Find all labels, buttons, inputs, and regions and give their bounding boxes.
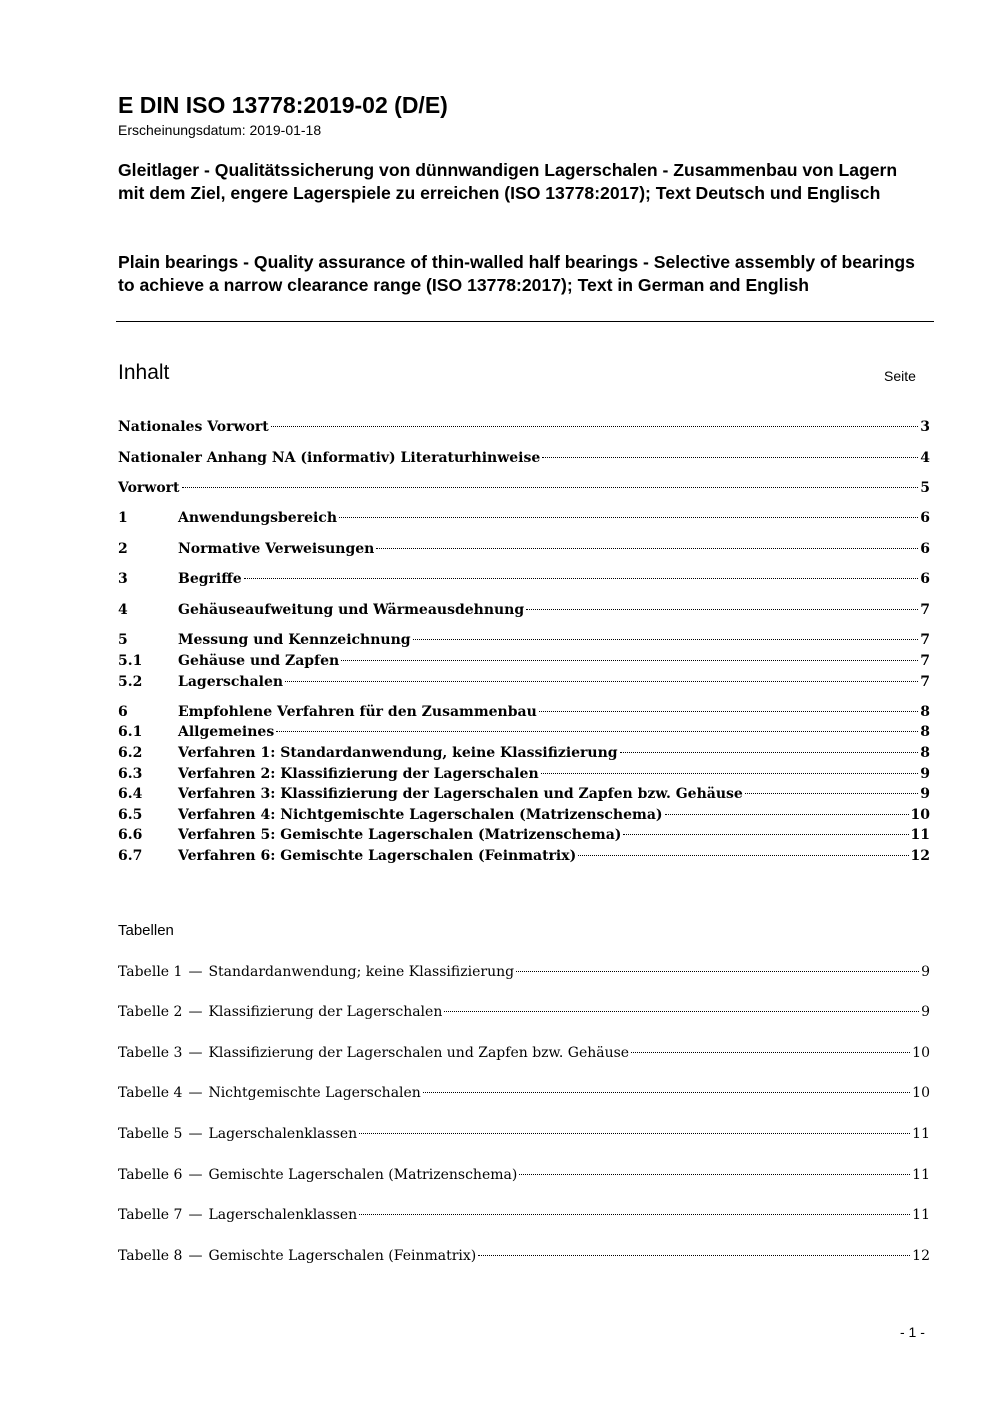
- table-entry-label: Lagerschalenklassen: [208, 1126, 358, 1142]
- table-entry-page: 9: [921, 964, 930, 980]
- dot-leader: [444, 1011, 919, 1012]
- toc-entry[interactable]: [118, 805, 930, 825]
- toc-entry[interactable]: [118, 825, 930, 845]
- page-number: - 1 -: [900, 1324, 925, 1340]
- table-entry-label: Klassifizierung der Lagerschalen: [208, 1004, 443, 1020]
- toc-entry[interactable]: [118, 630, 930, 650]
- dot-leader: [182, 487, 919, 488]
- dot-leader: [665, 814, 909, 815]
- table-entry-page: 9: [921, 1004, 930, 1020]
- table-entry[interactable]: [118, 1124, 930, 1144]
- toc-entry-label: Verfahren 3: Klassifizierung der Lagerschalen und Zapfen bzw. Gehäuse: [178, 786, 743, 802]
- title-german: Gleitlager - Qualitätssicherung von dünnwandigen Lagerschalen - Zusammenbau von Lagern mit dem Ziel, engere Lagerspiele zu erreichen (ISO 13778:2017); Text Deutsch und Englisch: [118, 160, 898, 203]
- toc-entry-number: 5: [118, 632, 128, 648]
- toc-entry-number: 6: [118, 704, 128, 720]
- toc-entry-number: 6.1: [118, 724, 143, 740]
- table-entry-page: 10: [912, 1085, 930, 1101]
- toc-entry-page: 6: [920, 541, 930, 557]
- toc-entry-page: 5: [920, 480, 930, 496]
- dot-leader: [623, 834, 908, 835]
- toc-entry-label: Vorwort: [118, 480, 180, 496]
- toc-entry[interactable]: [118, 508, 930, 528]
- toc-entry-number: 5.1: [118, 653, 143, 669]
- dot-leader: [620, 752, 919, 753]
- table-entry-label: Nichtgemischte Lagerschalen: [208, 1085, 421, 1101]
- table-entry-prefix: Tabelle 7: [118, 1207, 183, 1223]
- toc-entry-label: Normative Verweisungen: [178, 541, 375, 557]
- toc-entry-label: Gehäuse und Zapfen: [178, 653, 340, 669]
- toc-entry-number: 6.5: [118, 807, 143, 823]
- toc-entry[interactable]: [118, 448, 930, 468]
- dot-leader: [359, 1214, 910, 1215]
- toc-entry-number: 6.2: [118, 745, 143, 761]
- dot-leader: [542, 457, 918, 458]
- table-entry-prefix: Tabelle 6: [118, 1167, 183, 1183]
- dot-leader: [526, 609, 918, 610]
- toc-entry-number: 6.6: [118, 827, 143, 843]
- toc-entry-number: 6.3: [118, 766, 143, 782]
- toc-entry-number: 5.2: [118, 674, 143, 690]
- table-entry-page: 11: [912, 1207, 930, 1223]
- table-entry-label: Klassifizierung der Lagerschalen und Zapfen bzw. Gehäuse: [208, 1045, 630, 1061]
- toc-entry[interactable]: [118, 600, 930, 620]
- em-dash: —: [188, 1045, 203, 1061]
- tables-heading: Tabellen: [118, 922, 174, 939]
- toc-entry-page: 11: [910, 827, 930, 843]
- toc-entry-page: 8: [920, 724, 930, 740]
- table-entry-prefix: Tabelle 5: [118, 1126, 183, 1142]
- table-entry-page: 11: [912, 1167, 930, 1183]
- dot-leader: [339, 517, 918, 518]
- toc-entry[interactable]: [118, 702, 930, 722]
- toc-entry-number: 6.7: [118, 848, 143, 864]
- toc-entry[interactable]: [118, 478, 930, 498]
- em-dash: —: [188, 1004, 203, 1020]
- toc-entry-label: Verfahren 2: Klassifizierung der Lagerschalen: [178, 766, 539, 782]
- dot-leader: [539, 711, 918, 712]
- toc-entry-page: 9: [920, 766, 930, 782]
- table-entry-prefix: Tabelle 2: [118, 1004, 183, 1020]
- table-entry-label: Gemischte Lagerschalen (Feinmatrix): [208, 1248, 477, 1264]
- publication-date: Erscheinungsdatum: 2019-01-18: [118, 122, 322, 138]
- dot-leader: [745, 793, 918, 794]
- toc-entry-number: 6.4: [118, 786, 143, 802]
- dot-leader: [271, 426, 919, 427]
- toc-entry-page: 7: [920, 602, 930, 618]
- table-entry-prefix: Tabelle 4: [118, 1085, 183, 1101]
- toc-entry[interactable]: [118, 539, 930, 559]
- em-dash: —: [188, 1167, 203, 1183]
- toc-entry-page: 3: [920, 419, 930, 435]
- dot-leader: [359, 1133, 910, 1134]
- toc-entry-number: 3: [118, 571, 128, 587]
- title-english: Plain bearings - Quality assurance of thin-walled half bearings - Selective assembly of bearings to achieve a narrow clearance range (ISO 13778:2017); Text in German and English: [118, 252, 915, 295]
- toc-entry[interactable]: [118, 743, 930, 763]
- toc-entry-page: 9: [920, 786, 930, 802]
- document-number: E DIN ISO 13778:2019-02 (D/E): [118, 92, 448, 118]
- dot-leader: [376, 548, 918, 549]
- em-dash: —: [188, 1085, 203, 1101]
- toc-entry-page: 8: [920, 704, 930, 720]
- toc-entry-page: 12: [910, 848, 930, 864]
- toc-entry-page: 8: [920, 745, 930, 761]
- table-entry-page: 11: [912, 1126, 930, 1142]
- table-entry[interactable]: [118, 1165, 930, 1185]
- dot-leader: [519, 1174, 910, 1175]
- toc-entry-label: Messung und Kennzeichnung: [178, 632, 411, 648]
- dot-leader: [578, 855, 908, 856]
- table-entry[interactable]: [118, 1205, 930, 1225]
- toc-entry-label: Verfahren 5: Gemischte Lagerschalen (Matrizenschema): [178, 827, 622, 843]
- toc-entry-label: Begriffe: [178, 571, 242, 587]
- toc-entry-number: 1: [118, 510, 128, 526]
- toc-entry-label: Verfahren 4: Nichtgemischte Lagerschalen (Matrizenschema): [178, 807, 663, 823]
- dot-leader: [423, 1092, 910, 1093]
- toc-entry-label: Gehäuseaufweitung und Wärmeausdehnung: [178, 602, 525, 618]
- table-entry[interactable]: [118, 1043, 930, 1063]
- toc-entry-page: 7: [920, 653, 930, 669]
- toc-entry-page: 6: [920, 510, 930, 526]
- toc-entry-page: 10: [910, 807, 930, 823]
- toc-entry-label: Verfahren 1: Standardanwendung, keine Klassifizierung: [178, 745, 618, 761]
- toc-entry-page: 7: [920, 632, 930, 648]
- table-entry-page: 10: [912, 1045, 930, 1061]
- em-dash: —: [188, 1207, 203, 1223]
- table-entry-label: Gemischte Lagerschalen (Matrizenschema): [208, 1167, 518, 1183]
- table-entry[interactable]: [118, 1246, 930, 1266]
- toc-entry-label: Nationales Vorwort: [118, 419, 269, 435]
- dot-leader: [516, 971, 919, 972]
- toc-entry-number: 2: [118, 541, 128, 557]
- toc-entry-label: Anwendungsbereich: [178, 510, 337, 526]
- toc-entry[interactable]: [118, 417, 930, 437]
- toc-entry-label: Empfohlene Verfahren für den Zusammenbau: [178, 704, 537, 720]
- table-entry-prefix: Tabelle 8: [118, 1248, 183, 1264]
- table-entry[interactable]: [118, 1083, 930, 1103]
- toc-entry[interactable]: [118, 764, 930, 784]
- toc-entry-label: Verfahren 6: Gemischte Lagerschalen (Feinmatrix): [178, 848, 577, 864]
- dot-leader: [244, 578, 919, 579]
- dot-leader: [341, 660, 918, 661]
- table-entry-label: Lagerschalenklassen: [208, 1207, 358, 1223]
- toc-entry[interactable]: [118, 846, 930, 866]
- toc-entry[interactable]: [118, 784, 930, 804]
- table-entry-label: Standardanwendung; keine Klassifizierung: [208, 964, 515, 980]
- em-dash: —: [188, 964, 203, 980]
- dot-leader: [276, 731, 918, 732]
- toc-entry[interactable]: [118, 569, 930, 589]
- dot-leader: [631, 1052, 910, 1053]
- toc-entry[interactable]: [118, 722, 930, 742]
- dot-leader: [478, 1255, 910, 1256]
- table-entry-prefix: Tabelle 1: [118, 964, 183, 980]
- toc-entry[interactable]: [118, 651, 930, 671]
- table-entry-page: 12: [912, 1248, 930, 1264]
- table-entry-prefix: Tabelle 3: [118, 1045, 183, 1061]
- toc-entry-label: Nationaler Anhang NA (informativ) Literaturhinweise: [118, 450, 541, 466]
- toc-entry-page: 6: [920, 571, 930, 587]
- toc-entry-page: 7: [920, 674, 930, 690]
- dot-leader: [413, 639, 919, 640]
- toc-entry-number: 4: [118, 602, 128, 618]
- header-divider: [116, 321, 934, 322]
- dot-leader: [541, 773, 919, 774]
- em-dash: —: [188, 1248, 203, 1264]
- toc-entry-label: Allgemeines: [178, 724, 275, 740]
- em-dash: —: [188, 1126, 203, 1142]
- contents-heading: Inhalt: [118, 361, 170, 384]
- toc-entry-page: 4: [920, 450, 930, 466]
- dot-leader: [285, 681, 918, 682]
- table-entry[interactable]: [118, 1002, 930, 1022]
- table-entry[interactable]: [118, 962, 930, 982]
- toc-entry-label: Lagerschalen: [178, 674, 284, 690]
- toc-entry[interactable]: [118, 672, 930, 692]
- page-column-label: Seite: [884, 368, 916, 384]
